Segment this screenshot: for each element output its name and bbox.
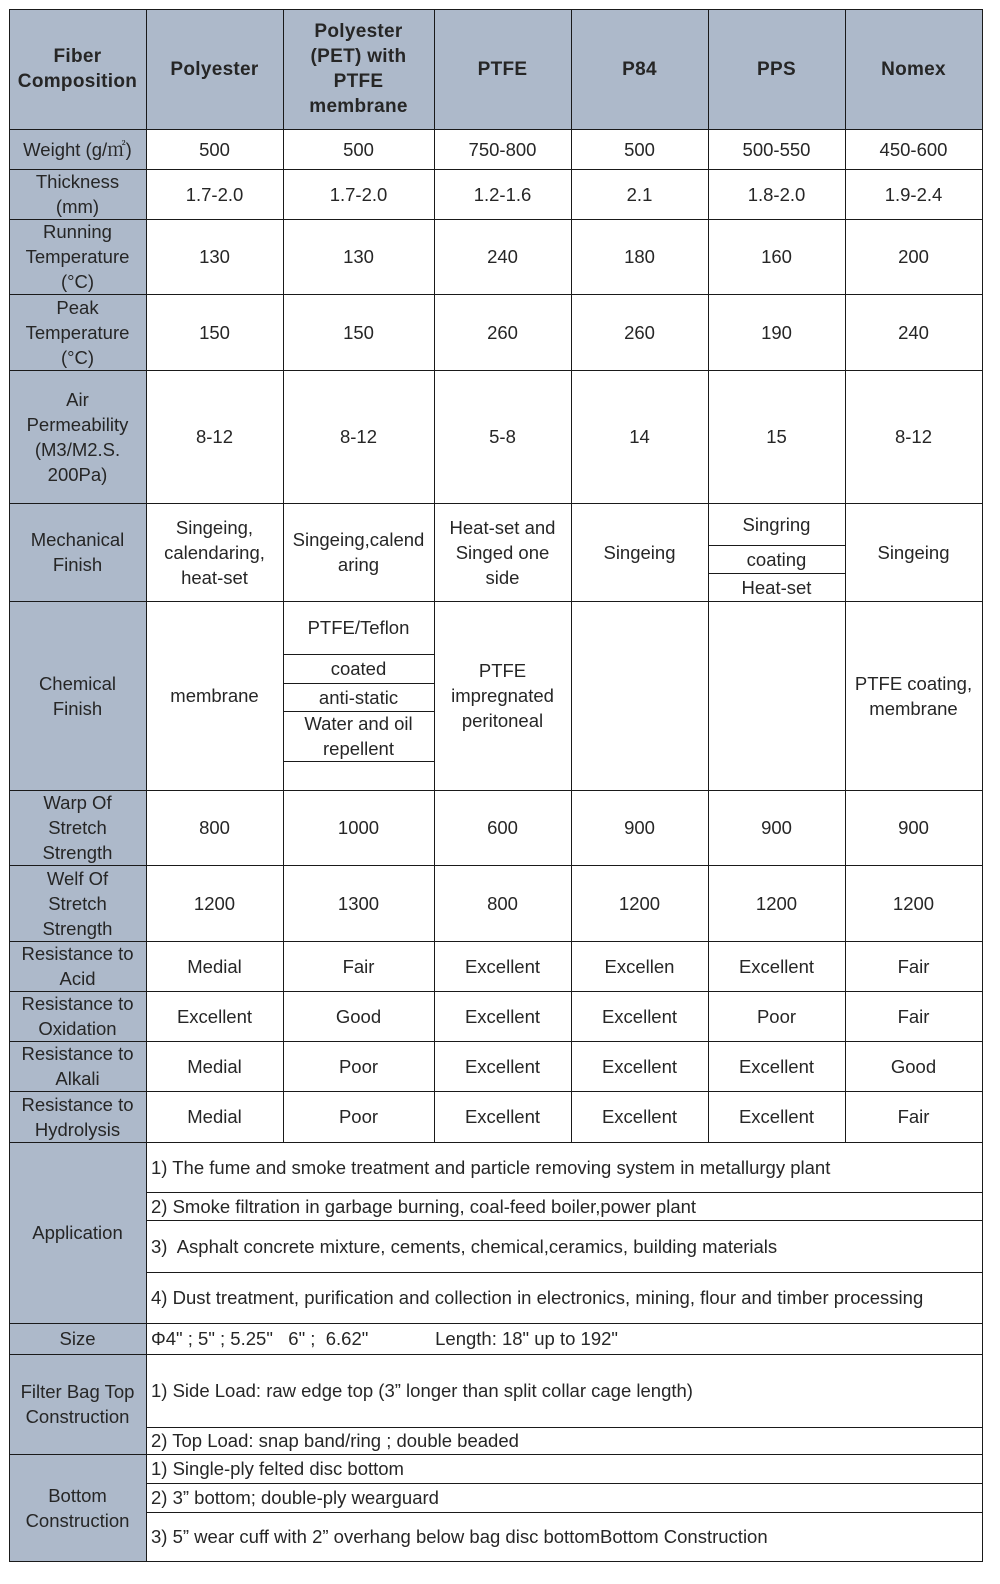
table-cell: 800	[199, 817, 230, 838]
table-cell: Good	[335, 1005, 382, 1027]
top-construction-item: 2) Top Load: snap band/ring ; double beaded	[151, 1430, 519, 1451]
grid-line	[9, 1041, 982, 1042]
table-cell: 130	[343, 246, 374, 267]
grid-line	[146, 1142, 147, 1561]
table-cell: Heat-set and Singed one side	[449, 516, 556, 588]
table-cell: Excellent	[464, 1106, 541, 1127]
table-cell: Fair	[342, 955, 375, 977]
grid-line	[146, 1272, 982, 1273]
table-cell: 190	[761, 321, 792, 343]
table-cell: Excellent	[176, 1005, 253, 1027]
table-cell: 14	[629, 426, 650, 447]
table-cell: Excellent	[738, 1106, 815, 1127]
table-cell: Medial	[187, 1055, 242, 1077]
table-cell: 1.2-1.6	[473, 183, 532, 205]
table-cell: 130	[199, 246, 230, 267]
grid-line	[845, 9, 846, 1142]
bottom-construction-label: Bottom Construction	[9, 1454, 146, 1561]
grid-line	[708, 9, 709, 1142]
row-label: Peak Temperature (°C)	[9, 294, 146, 370]
grid-line	[146, 1483, 982, 1484]
row-label: Resistance to Alkali	[9, 1041, 146, 1091]
pps-finish-part: Heat-set	[741, 576, 812, 598]
table-cell: 750-800	[468, 138, 537, 160]
size-label: Size	[9, 1323, 146, 1354]
row-label: Chemical Finish	[9, 601, 146, 790]
table-cell: Fair	[897, 1005, 930, 1027]
application-item: 2) Smoke filtration in garbage burning, coal-feed boiler,power plant	[151, 1195, 697, 1217]
grid-line	[9, 129, 982, 130]
table-cell: 600	[487, 817, 518, 838]
pet-finish-part: coated	[330, 658, 387, 679]
grid-line	[982, 9, 983, 1562]
bottom-construction-item: 1) Single-ply felted disc bottom	[151, 1458, 404, 1479]
table-cell: 900	[761, 817, 792, 838]
table-cell: 500-550	[742, 138, 811, 160]
table-cell: Poor	[338, 1055, 379, 1077]
application-item: 3) Asphalt concrete mixture, cements, chemical,ceramics, building materials	[151, 1235, 778, 1257]
table-cell: 8-12	[339, 426, 378, 447]
pet-finish-part: PTFE/Teflon	[307, 617, 410, 638]
header-column: Nomex	[845, 9, 982, 129]
bottom-construction-item: 2) 3” bottom; double-ply wearguard	[151, 1487, 439, 1508]
grid-line	[9, 865, 982, 866]
table-cell: membrane	[170, 685, 259, 706]
header-column: PTFE	[434, 9, 571, 129]
table-cell: 160	[761, 246, 792, 267]
top-construction-item: 1) Side Load: raw edge top (3” longer than split collar cage length)	[151, 1380, 693, 1401]
table-cell: 450-600	[879, 138, 948, 160]
grid-line	[9, 1454, 982, 1455]
table-cell: Excellent	[601, 1055, 678, 1077]
row-label: Mechanical Finish	[9, 503, 146, 601]
table-cell: 240	[898, 321, 929, 343]
table-cell: Excellent	[601, 1106, 678, 1127]
table-cell: 180	[624, 246, 655, 267]
table-cell: 150	[199, 321, 230, 343]
table-cell: 260	[487, 321, 518, 343]
table-cell: 200	[898, 246, 929, 267]
grid-line	[146, 9, 147, 1142]
table-cell: 500	[343, 138, 374, 160]
row-label: Air Permeability (M3/M2.S. 200Pa)	[9, 370, 146, 503]
table-cell: 2.1	[626, 183, 653, 205]
table-cell: Poor	[338, 1106, 379, 1127]
top-construction-label: Filter Bag Top Construction	[9, 1354, 146, 1454]
header-column: PPS	[708, 9, 845, 129]
table-cell: Excellent	[601, 1005, 678, 1027]
pps-finish-part: coating	[746, 548, 807, 570]
table-cell: Singeing	[603, 541, 676, 563]
grid-line	[9, 1561, 982, 1562]
table-cell: 900	[898, 817, 929, 838]
grid-line	[9, 1091, 982, 1092]
pps-finish-part: Singring	[742, 513, 811, 535]
table-cell: 1200	[193, 892, 236, 914]
header-column: P84	[571, 9, 708, 129]
table-cell: 15	[766, 426, 787, 447]
table-cell: 1.9-2.4	[884, 183, 943, 205]
table-cell: Singeing, calendaring, heat-set	[164, 516, 265, 588]
row-label: Thickness (mm)	[9, 169, 146, 219]
table-cell: 1300	[337, 892, 380, 914]
table-cell: 500	[624, 138, 655, 160]
table-cell: 1.7-2.0	[185, 183, 244, 205]
table-cell: 1000	[337, 817, 380, 838]
table-cell: PTFE impregnated peritoneal	[451, 660, 554, 731]
row-label: Weight (g/㎡)	[9, 129, 146, 169]
grid-line	[9, 1354, 982, 1355]
grid-line	[9, 991, 982, 992]
table-cell: 1200	[755, 892, 798, 914]
row-label: Warp Of Stretch Strength	[9, 790, 146, 865]
row-label: Welf Of Stretch Strength	[9, 865, 146, 941]
header-column: Polyester	[146, 9, 283, 129]
table-cell: Medial	[187, 955, 242, 977]
bottom-construction-item: 3) 5” wear cuff with 2” overhang below bag disc bottomBottom Construction	[151, 1526, 768, 1547]
table-cell: 8-12	[894, 426, 933, 447]
grid-line	[9, 9, 10, 1562]
grid-line	[708, 573, 845, 574]
table-cell: Singeing,calend aring	[292, 529, 425, 575]
table-cell: 260	[624, 321, 655, 343]
grid-line	[9, 503, 982, 504]
table-cell: 1.7-2.0	[329, 183, 388, 205]
grid-line	[9, 601, 982, 602]
grid-line	[9, 1142, 982, 1143]
table-cell: Poor	[756, 1005, 797, 1027]
grid-line	[9, 790, 982, 791]
grid-line	[571, 9, 572, 1142]
table-cell: 500	[199, 138, 230, 160]
table-cell: 900	[624, 817, 655, 838]
table-cell: Singeing	[877, 541, 950, 563]
grid-line	[708, 545, 845, 546]
pet-finish-part	[283, 761, 434, 790]
row-label: Resistance to Acid	[9, 941, 146, 991]
pet-finish-part: anti-static	[318, 686, 399, 708]
grid-line	[9, 219, 982, 220]
grid-line	[283, 9, 284, 1142]
grid-line	[9, 941, 982, 942]
grid-line	[283, 683, 434, 684]
row-label: Resistance to Hydrolysis	[9, 1091, 146, 1142]
table-cell: 800	[487, 892, 518, 914]
header-fiber-composition: Fiber Composition	[9, 9, 146, 129]
grid-line	[146, 1427, 982, 1428]
grid-line	[146, 1220, 982, 1221]
table-cell: 5-8	[489, 426, 516, 447]
table-cell	[571, 601, 708, 790]
table-cell: Medial	[187, 1106, 242, 1127]
header-column: Polyester (PET) with PTFE membrane	[283, 9, 434, 129]
application-label: Application	[9, 1142, 146, 1323]
grid-line	[283, 654, 434, 655]
grid-line	[146, 1192, 982, 1193]
table-cell: Excellent	[738, 955, 815, 977]
table-cell: Excellent	[464, 955, 541, 977]
grid-line	[146, 1512, 982, 1513]
table-cell: Excellent	[464, 1055, 541, 1077]
grid-line	[9, 169, 982, 170]
table-cell: Excellent	[738, 1055, 815, 1077]
row-label: Resistance to Oxidation	[9, 991, 146, 1041]
table-cell: 1.8-2.0	[747, 183, 806, 205]
table-cell: 8-12	[195, 426, 234, 447]
row-label: Running Temperature (°C)	[9, 219, 146, 294]
table-cell: 240	[487, 246, 518, 267]
grid-line	[9, 294, 982, 295]
size-value: Φ4" ; 5" ; 5.25" 6" ; 6.62" Length: 18" up to 192"	[151, 1328, 618, 1349]
table-cell: Excellent	[464, 1005, 541, 1027]
table-cell: Fair	[897, 955, 930, 977]
grid-line	[9, 9, 982, 10]
table-cell	[708, 601, 845, 790]
application-item: 1) The fume and smoke treatment and particle removing system in metallurgy plant	[151, 1156, 831, 1178]
table-cell: 1200	[618, 892, 661, 914]
table-cell: Fair	[897, 1106, 930, 1127]
table-cell: PTFE coating, membrane	[854, 672, 973, 719]
pet-finish-part: Water and oil repellent	[304, 713, 413, 759]
grid-line	[434, 9, 435, 1142]
table-cell: 1200	[892, 892, 935, 914]
grid-line	[283, 761, 434, 762]
grid-line	[283, 711, 434, 712]
grid-line	[9, 1323, 982, 1324]
table-cell: Good	[890, 1055, 937, 1077]
table-cell: Excellen	[604, 955, 675, 977]
application-item: 4) Dust treatment, purification and collection in electronics, mining, flour and timber processing	[151, 1287, 924, 1308]
grid-line	[9, 370, 982, 371]
table-cell: 150	[343, 321, 374, 343]
